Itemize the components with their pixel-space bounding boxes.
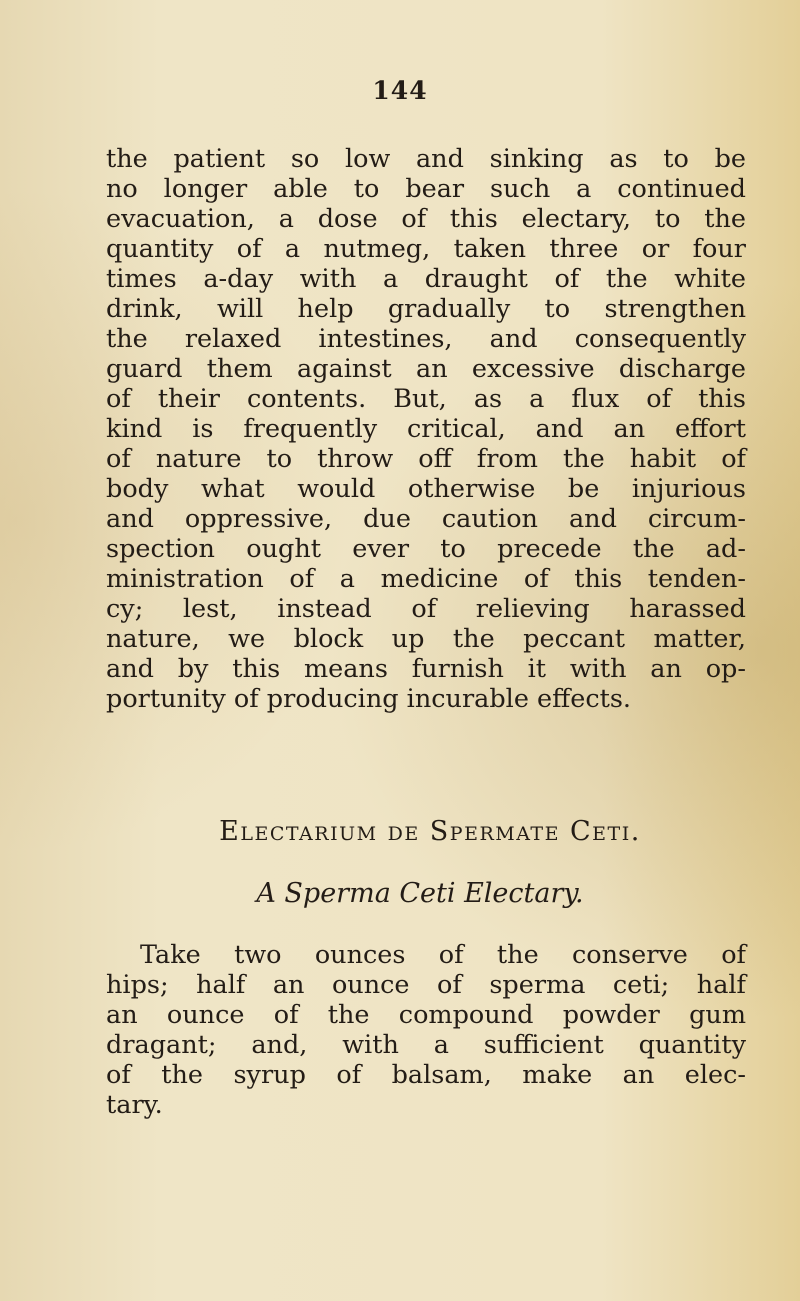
text-line: dragant; and, with a sufficient quantity bbox=[106, 1030, 746, 1060]
text-line: the patient so low and sinking as to be bbox=[106, 144, 746, 174]
text-line: of nature to throw off from the habit of bbox=[106, 444, 746, 474]
text-line: portunity of producing incurable effects. bbox=[106, 684, 632, 714]
text-line: drink, will help gradually to strengthen bbox=[106, 294, 746, 324]
text-line: and oppressive, due caution and circum- bbox=[106, 504, 746, 534]
text-line: of their contents. But, as a flux of this bbox=[106, 384, 746, 414]
text-line: ministration of a medicine of this tenden- bbox=[106, 564, 746, 594]
text-line: and by this means furnish it with an op- bbox=[106, 654, 746, 684]
text-line: nature, we block up the peccant matter, bbox=[106, 624, 746, 654]
text-line: no longer able to bear such a continued bbox=[106, 174, 746, 204]
text-line: body what would otherwise be injurious bbox=[106, 474, 746, 504]
text-line: hips; half an ounce of sperma ceti; half bbox=[106, 970, 746, 1000]
text-line: kind is frequently critical, and an effort bbox=[106, 414, 746, 444]
recipe-english-title: A Sperma Ceti Electary. bbox=[256, 878, 584, 909]
text-line: the relaxed intestines, and consequently bbox=[106, 324, 746, 354]
text-line: cy; lest, instead of relieving harassed bbox=[106, 594, 746, 624]
text-line: an ounce of the compound powder gum bbox=[106, 1000, 746, 1030]
recipe-latin-title: Electarium de Spermate Ceti. bbox=[219, 816, 641, 847]
text-line: Take two ounces of the conserve of bbox=[140, 940, 746, 970]
text-line: spection ought ever to precede the ad- bbox=[106, 534, 746, 564]
text-line: evacuation, a dose of this electary, to the bbox=[106, 204, 746, 234]
page-number: 144 bbox=[372, 76, 428, 105]
recipe-paragraph bbox=[106, 940, 746, 1120]
text-line: quantity of a nutmeg, taken three or four bbox=[106, 234, 746, 264]
body-paragraph bbox=[106, 144, 746, 714]
text-line: of the syrup of balsam, make an elec- bbox=[106, 1060, 746, 1090]
text-line: times a-day with a draught of the white bbox=[106, 264, 746, 294]
text-line: guard them against an excessive discharge bbox=[106, 354, 746, 384]
text-line: tary. bbox=[106, 1090, 163, 1120]
